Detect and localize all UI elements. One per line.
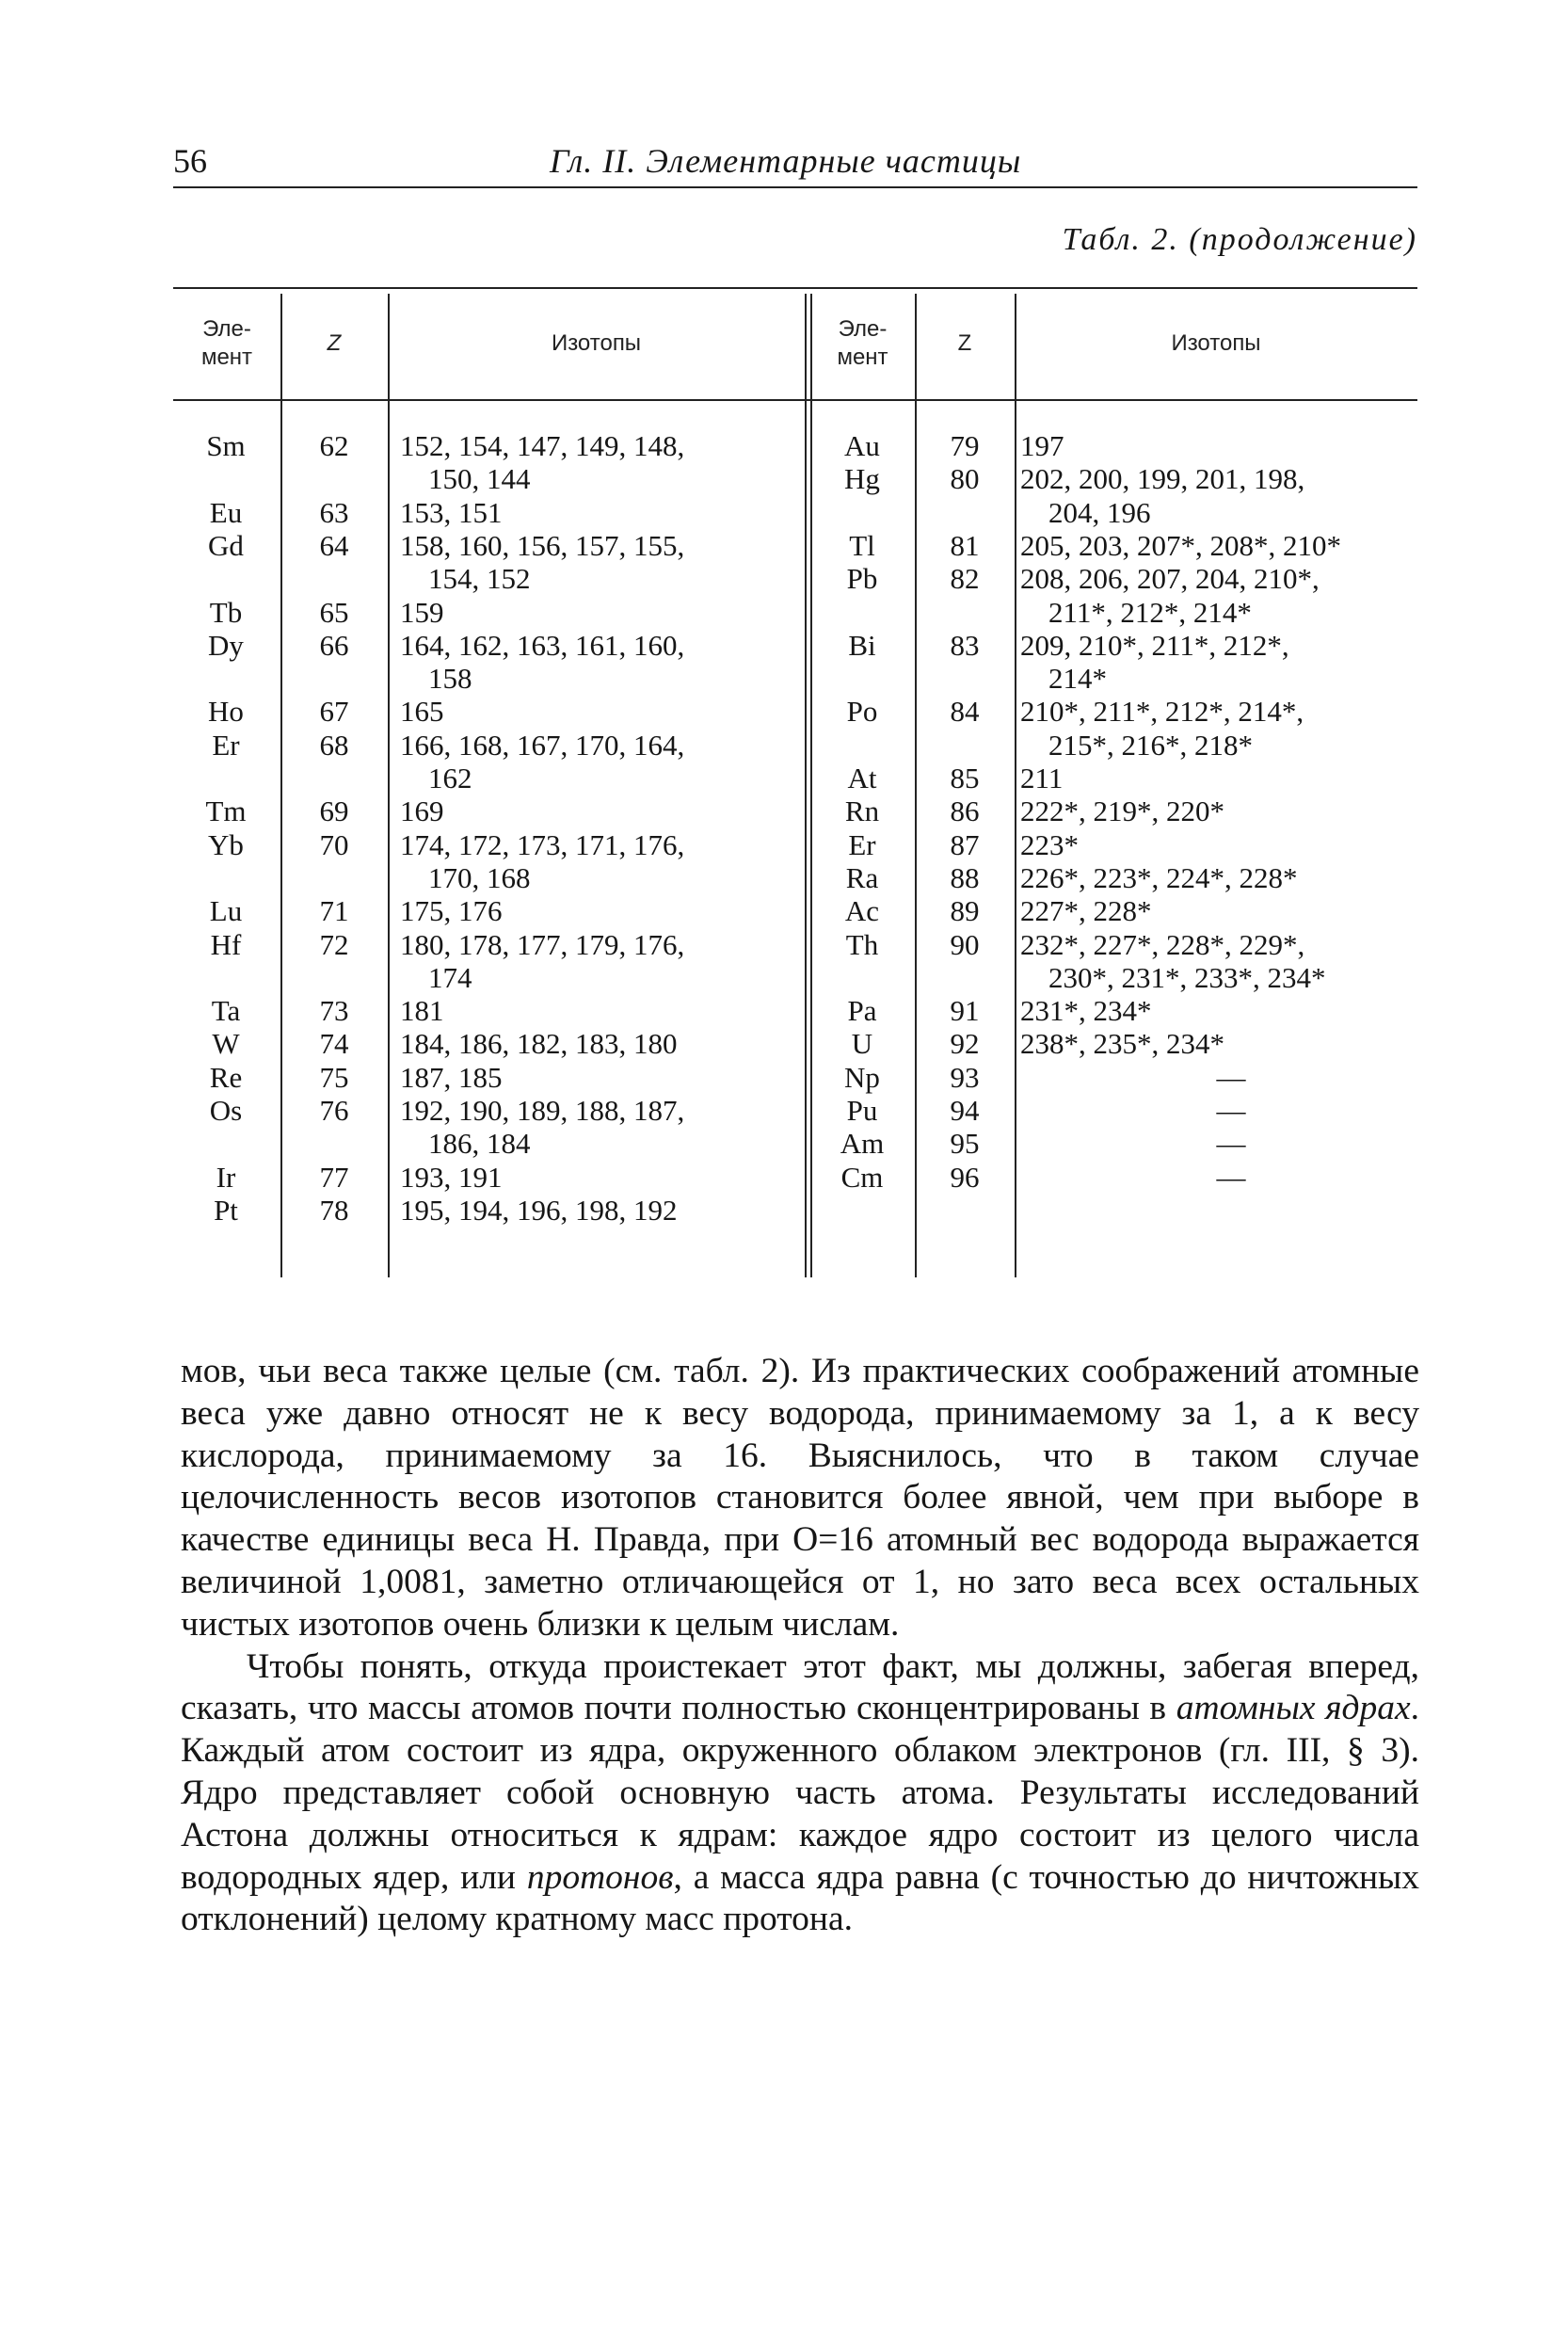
emphasis-atomic-nuclei: атомных ядрах: [1176, 1689, 1411, 1728]
paragraph-2: [181, 1646, 1419, 1942]
atomic-number: 83: [950, 628, 980, 662]
paragraph-2-part-a: Чтобы понять, откуда проистекает этот факт, мы должны, забегая вперед, сказать, что массы атомов почти полностью сконцентрированы в: [181, 1646, 1419, 1728]
element-symbol: Ta: [211, 994, 241, 1028]
isotope-list: 170, 168: [428, 860, 531, 894]
isotope-list: 164, 162, 163, 161, 160,: [400, 628, 685, 662]
element-symbol: Lu: [209, 894, 243, 928]
isotope-list: 159: [400, 595, 444, 629]
atomic-number: 82: [950, 562, 980, 596]
header-isotopes-2: Изотопы: [1171, 330, 1261, 356]
isotope-list: 231*, 234*: [1020, 994, 1152, 1028]
atomic-number: 77: [319, 1160, 349, 1194]
atomic-number: 68: [319, 728, 349, 762]
isotope-dash: —: [1216, 1094, 1246, 1127]
header-element2-line1: Эле-: [838, 316, 888, 342]
element-symbol: Hf: [210, 927, 242, 961]
isotope-list: 154, 152: [428, 562, 531, 596]
isotope-list: 174, 172, 173, 171, 176,: [400, 827, 685, 861]
isotope-list: 158, 160, 156, 157, 155,: [400, 528, 685, 562]
atomic-number: 85: [950, 762, 980, 794]
isotope-list: 205, 203, 207*, 208*, 210*: [1020, 528, 1341, 562]
atomic-number: 86: [950, 794, 980, 828]
isotope-list: 223*: [1020, 827, 1079, 861]
atomic-number: 69: [319, 794, 349, 828]
table-top-rule: [173, 287, 1417, 289]
element-symbol: Ir: [216, 1160, 236, 1194]
element-symbol: Am: [840, 1127, 885, 1161]
isotope-list: 187, 185: [400, 1060, 503, 1094]
atomic-number: 75: [319, 1060, 349, 1094]
element-symbol: U: [851, 1027, 873, 1061]
column-divider: [1015, 294, 1016, 1277]
element-symbol: Re: [209, 1060, 243, 1094]
atomic-number: 94: [950, 1094, 980, 1127]
element-symbol: Sm: [206, 429, 246, 462]
isotope-list: 152, 154, 147, 149, 148,: [400, 429, 685, 462]
column-divider: [915, 294, 917, 1277]
paragraph-2-part-c: , а масса ядра равна (с точностью до ничтожных отклонений) целому кратному масс протона.: [181, 1857, 1419, 1939]
isotope-list: 232*, 227*, 228*, 229*,: [1020, 927, 1305, 961]
isotope-list: 238*, 235*, 234*: [1020, 1027, 1224, 1061]
isotope-list: 211: [1020, 762, 1064, 794]
atomic-number: 64: [319, 528, 349, 562]
atomic-number: 62: [319, 429, 349, 462]
element-symbol: Rn: [844, 794, 880, 828]
element-symbol: Eu: [209, 495, 243, 529]
isotope-list: 222*, 219*, 220*: [1020, 794, 1224, 828]
element-symbol: Bi: [848, 628, 876, 662]
atomic-number: 78: [319, 1193, 349, 1227]
body-text: [181, 1351, 1419, 1941]
isotope-list: 214*: [1048, 662, 1107, 696]
isotope-list: 186, 184: [428, 1127, 531, 1161]
header-z-2: Z: [957, 330, 972, 356]
isotope-list: 195, 194, 196, 198, 192: [400, 1193, 678, 1227]
isotope-list: 174: [428, 960, 472, 994]
atomic-number: 81: [950, 528, 980, 562]
isotope-dash: —: [1216, 1127, 1246, 1161]
header-element2-line2: мент: [837, 345, 888, 370]
isotope-dash: —: [1216, 1060, 1246, 1094]
element-symbol: Ho: [208, 695, 244, 729]
atomic-number: 84: [950, 695, 980, 729]
isotope-list: 227*, 228*: [1020, 894, 1152, 928]
header-element-line1: Эле-: [202, 316, 251, 342]
table-caption: Табл. 2. (продолжение): [1062, 222, 1417, 257]
atomic-number: 88: [950, 860, 980, 894]
element-symbol: Au: [844, 429, 880, 462]
header-element-2: [810, 315, 915, 372]
isotope-dash: —: [1216, 1160, 1246, 1194]
isotope-list: 209, 210*, 211*, 212*,: [1020, 628, 1289, 662]
atomic-number: 65: [319, 595, 349, 629]
header-isotopes: Изотопы: [551, 330, 642, 356]
emphasis-protons: протонов: [526, 1857, 674, 1897]
element-symbol: Th: [845, 927, 879, 961]
isotope-list: 204, 196: [1048, 495, 1151, 529]
element-symbol: Ac: [844, 894, 880, 928]
element-symbol: Pb: [846, 562, 878, 596]
atomic-number: 67: [319, 695, 349, 729]
element-symbol: Dy: [208, 628, 244, 662]
isotope-list: 181: [400, 994, 444, 1028]
element-symbol: Tb: [209, 595, 243, 629]
element-symbol: Tl: [849, 528, 875, 562]
column-divider: [805, 294, 807, 1277]
element-symbol: Gd: [208, 528, 244, 562]
page-number: 56: [173, 142, 207, 180]
atomic-number: 79: [950, 429, 980, 462]
isotope-list: 202, 200, 199, 201, 198,: [1020, 462, 1305, 496]
atomic-number: 95: [950, 1127, 980, 1161]
isotope-list: 166, 168, 167, 170, 164,: [400, 728, 685, 762]
atomic-number: 74: [319, 1027, 349, 1061]
element-symbol: At: [847, 762, 877, 794]
running-title: Гл. II. Элементарные частицы: [550, 142, 1022, 180]
isotope-list: 230*, 231*, 233*, 234*: [1048, 960, 1326, 994]
paragraph-2-part-b: . Каждый атом состоит из ядра, окруженного облаком электронов (гл. III, § 3). Ядро представляет собой основную часть атома. Результаты исследований Астона должны относиться к ядрам: каждое ядро состоит из целого числа водородных ядер, или: [181, 1689, 1420, 1897]
element-symbol: Er: [212, 728, 240, 762]
element-symbol: Np: [844, 1060, 880, 1094]
page-header: [173, 141, 1417, 186]
header-element-line2: мент: [200, 345, 253, 370]
element-symbol: Hg: [844, 462, 880, 496]
isotope-list: 175, 176: [400, 894, 503, 928]
atomic-number: 80: [950, 462, 980, 496]
element-symbol: Pa: [847, 994, 877, 1028]
element-symbol: Tm: [205, 794, 247, 828]
atomic-number: 71: [319, 894, 349, 928]
element-symbol: Ra: [845, 860, 879, 894]
isotope-list: 158: [428, 662, 472, 696]
element-symbol: Yb: [208, 827, 244, 861]
header-element: [173, 315, 280, 372]
isotope-list: 165: [400, 695, 444, 729]
element-symbol: Pt: [214, 1193, 238, 1227]
isotope-list: 197: [1020, 429, 1064, 462]
element-symbol: Os: [209, 1094, 243, 1127]
element-symbol: Pu: [846, 1094, 878, 1127]
atomic-number: 72: [319, 927, 349, 961]
atomic-number: 66: [319, 628, 349, 662]
atomic-number: 70: [319, 827, 349, 861]
element-symbol: Po: [846, 695, 878, 729]
isotope-list: 153, 151: [400, 495, 503, 529]
isotope-list: 215*, 216*, 218*: [1048, 728, 1253, 762]
isotope-list: 226*, 223*, 224*, 228*: [1020, 860, 1298, 894]
atomic-number: 76: [319, 1094, 349, 1127]
atomic-number: 87: [950, 827, 980, 861]
atomic-number: 89: [950, 894, 980, 928]
atomic-number: 93: [950, 1060, 980, 1094]
isotope-list: 162: [428, 762, 472, 794]
isotope-list: 193, 191: [400, 1160, 503, 1194]
isotope-list: 210*, 211*, 212*, 214*,: [1020, 695, 1304, 729]
isotope-list: 211*, 212*, 214*: [1048, 595, 1252, 629]
element-symbol: Cm: [840, 1160, 884, 1194]
table-header-rule: [173, 399, 1417, 401]
header-z: Z: [327, 330, 342, 356]
element-symbol: W: [212, 1027, 240, 1061]
atomic-number: 63: [319, 495, 349, 529]
paragraph-1: мов, чьи веса также целые (см. табл. 2). Из практических соображений атомные веса уже давно относят не к весу водорода, принимаемому за 1, а к весу кислорода, принимаемому за 16. Выяснилось, что в таком случае целочисленность весов изотопов становится более явной, чем при выборе в качестве единицы веса H. Правда, при O=16 атомный вес водорода выражается величиной 1,0081, заметно отличающейся от 1, но зато веса всех остальных чистых изотопов очень близки к целым числам.: [181, 1352, 1419, 1644]
isotope-list: 208, 206, 207, 204, 210*,: [1020, 562, 1320, 596]
isotope-list: 169: [400, 794, 444, 828]
isotope-list: 184, 186, 182, 183, 180: [400, 1027, 678, 1061]
element-symbol: Er: [848, 827, 876, 861]
isotope-list: 150, 144: [428, 462, 531, 496]
isotope-list: 180, 178, 177, 179, 176,: [400, 927, 685, 961]
atomic-number: 91: [950, 994, 980, 1028]
atomic-number: 96: [950, 1160, 980, 1194]
atomic-number: 92: [950, 1027, 980, 1061]
column-divider: [388, 294, 390, 1277]
atomic-number: 73: [319, 994, 349, 1028]
atomic-number: 90: [950, 927, 980, 961]
isotope-list: 192, 190, 189, 188, 187,: [400, 1094, 685, 1127]
header-rule: [173, 186, 1417, 188]
